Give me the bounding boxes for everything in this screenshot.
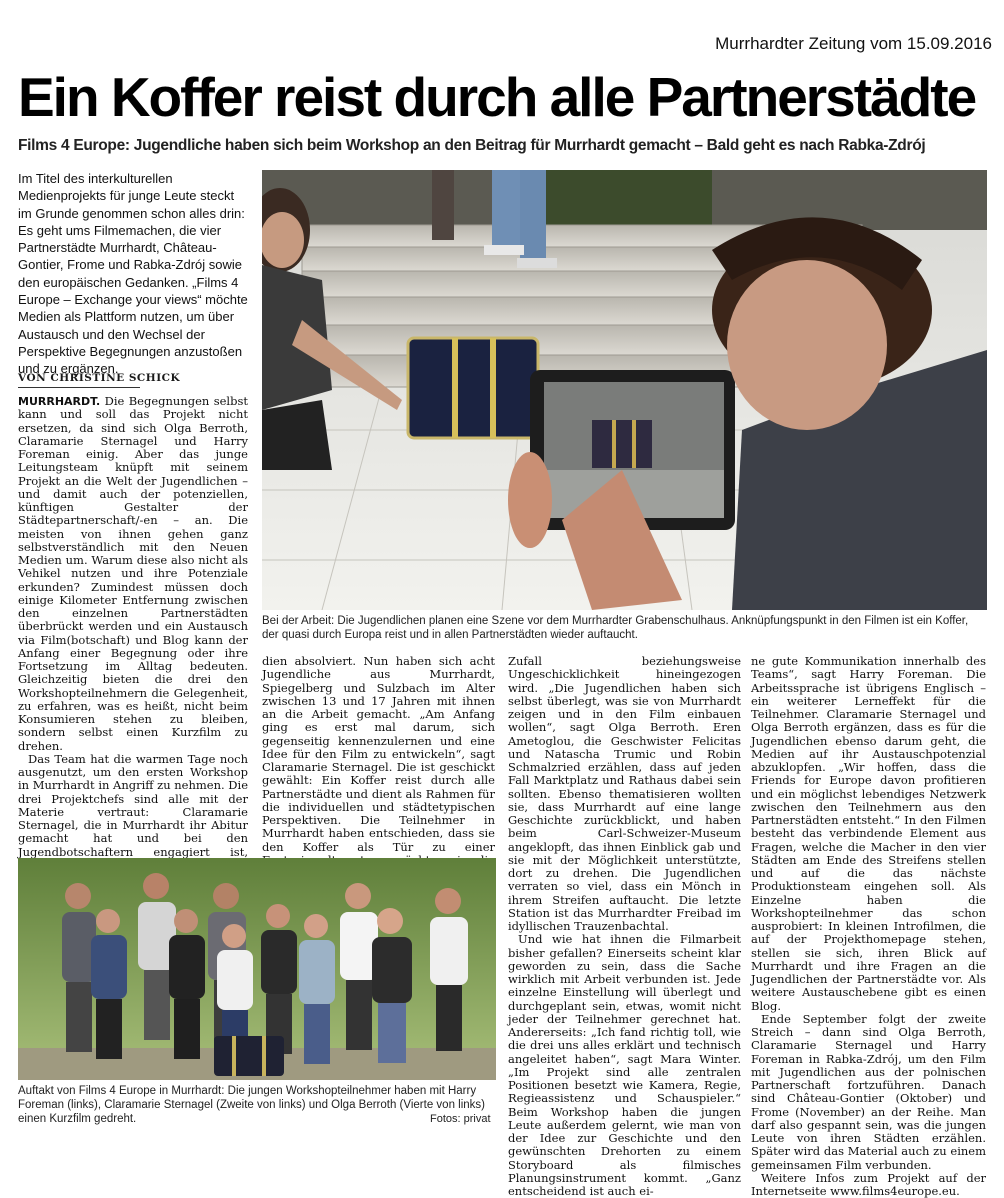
photo-caption-workshop: Bei der Arbeit: Die Jugendlichen planen eine Szene vor dem Murrhardter Grabenschulhaus. Anknüpfungspunkt in den Filmen ist ein Koffer, der quasi durch Europa reist und in allen Partnerstädten wieder auftaucht. (262, 615, 969, 641)
intro-paragraph: Im Titel des interkulturellen Medienprojekts für junge Leute steckt im Grunde genommen schon alles drin: Es geht ums Filmemachen, die vier Partnerstädte Murrhardt, Château-Gontier, Frome und Rabka-Zdrój sowie den europäischen Gedanken. „Films 4 Europe – Exchange your views“ möchte Medien als Plattform nutzen, um über Austausch und den Wechsel der Perspektive Begegnungen anzustoßen und zu ergänzen. (18, 171, 248, 377)
photo-caption-group: Auftakt von Films 4 Europe in Murrhardt: Die jungen Workshopteilnehmer haben mit Harry Foreman (links), Claramarie Sternagel (Zweite von links) und Olga Berroth (Vierte von links) einen Kurzfilm gedreht. (18, 1085, 485, 1125)
byline-rule (18, 387, 140, 388)
paragraph (18, 395, 248, 753)
paragraph: dien absolviert. Nun haben sich acht Jugendliche aus Murrhardt, Spiegelberg und Sulzbach im Alter zwischen 13 und 17 Jahren mit ihnen an die Arbeit gemacht. „Am Anfang ging es erst mal darum, sich gegenseitig kennenzulernen und eine Idee für den Film zu entwickeln“, sagt Claramarie Sternagel. Die ist geschickt gewählt: Ein Koffer reist durch alle Partnerstädte und dient als Rahmen für die individuellen und städtetypischen Perspektiven. Die Teilnehmer in Murrhardt haben entschieden, dass sie den Koffer als Tür zu einer (262, 654, 495, 854)
photo-credit: Fotos: privat (430, 1113, 491, 1125)
photo-workshop-scene (262, 170, 987, 610)
paragraph: Ende September folgt der zweite Streich – dann sind Olga Berroth, Claramarie Sternagel und Harry Foreman in Rabka-Zdrój, um den Film mit Jugendlichen aus der polnischen Partnerschaft fortzuführen. Danach sind Château-Gontier (Oktober) und Frome (November) an der Reihe. Man darf also gespannt sein, was die jungen Leute von ihren Städten erzählen. Später wird das Material auch zu einem gemeinsamen Film verbunden. (751, 1011, 986, 1172)
paragraph: ne gute Kommunikation innerhalb des Teams“, sagt Harry Foreman. Die Arbeitssprache ist übrigens Englisch – ein weiterer Lerneffekt für die Teilnehmer. Claramarie Sternagel und Olga Berroth ergänzen, dass es für die Jugendlichen ebenso darum geht, die Medien auf ihr Austauschpotenzial abzuklopfen. „Wir hoffen, dass die Friends for Europe davon profitieren und ein möglichst lebendiges Netzwerk zwischen den Teilnehmern aus den Partnerstädten entsteht.“ In den Filmen besteht das verbindende Element aus Fragen, welche die Macher in den vier Städten am Ende des Streifens stellen und auf die das nächste Produktionsteam eingehen soll. Als Einzelne haben die Workshopteilnehmer das schon ausprobiert: In kleinen Introfilmen, die auf der Projekthomepage stehen, stellen sie sich, ihren Blick auf Murrhardt und ihre Fragen an die Jugendlichen der Partnerstädte vor. Als weitere Austauschebene gibt es einen Blog. (751, 654, 986, 1013)
photo-group (18, 858, 496, 1080)
paragraph: Zufall beziehungsweise Ungeschicklichkeit hineingezogen wird. „Die Jugendlichen haben sich selbst überlegt, was sie von Murrhardt zeigen und in den Film einbauen wollen“, sagt Olga Berroth. Eren Ametoglou, die Geschwister Felicitas und Natascha Trumic und Robin Schmalzried erzählen, dass auf jeden Fall Marktplatz und Rathaus dabei sein sollten. Ebenso thematisieren wollten sie, dass Murrhardt auf eine lange Geschichte zurückblickt, und haben beim Carl-Schweizer-Museum angeklopft, das ihnen Einblick gab und sie mit der Möglichkeit unterstützte, dort zu drehen. Die Jugendlichen verraten so viel, dass ein Mönch in ihrem Streifen auftaucht. Die letzte Station ist das Murrhardter Freibad im idyllischen Trauzenbachtal. (508, 654, 741, 933)
article-column-4 (751, 655, 986, 1198)
paragraph-text: Die Begegnungen selbst kann und soll das Projekt nicht ersetzen, da sind sich Olga Berroth, Claramarie Sternagel und Harry Foreman einig. Aber das junge Leitungsteam knüpft mit seinem Projekt an die Welt der Jugendlichen – und damit auch der potenziellen, künftigen Gestalter der Städtepartnerschaft/-en – an. Die meisten von ihnen gehen ganz selbstverständlich mit den Neuen Medien um. Warum diese also nicht als Vehikel nutzen und ihre Potenziale erkunden? Zumindest müssen doch einige Kilometer Entfernung zwischen den einzelnen Partnerstädten überbrückt werden und ein Austausch via Film(botschaft) und Blog kann der Anfang einer Begegnung oder ihre Fortsetzung im Alltag bedeuten. Gleichzeitig bieten die drei den Workshopteilnehmern die Gelegenheit, zu erfahren, was es heißt, nicht beim Konsumieren stehen zu bleiben, sondern selbst einen Kurzfilm zu drehen. (18, 394, 248, 753)
headline: Ein Koffer reist durch alle Partnerstädte (18, 66, 976, 128)
masthead: Murrhardter Zeitung vom 15.09.2016 (715, 34, 992, 53)
paragraph: Weitere Infos zum Projekt auf der Internetseite www.films4europe.eu. (751, 1170, 986, 1198)
article-column-3 (508, 655, 741, 1198)
article-column-1 (18, 395, 248, 938)
paragraph: Das Team hat die warmen Tage noch ausgenutzt, um den ersten Workshop in Murrhardt in Angriff zu nehmen. Die drei Projektchefs sind alle mit der Materie vertraut: Claramarie Sternagel, die in Murrhardt ihr Abitur gemacht hat und bei den Jugendbotschaftern engagiert ist, (18, 751, 248, 859)
paragraph: Und wie hat ihnen die Filmarbeit bisher gefallen? Einerseits scheint klar geworden zu sein, dass die Sache wirklich mit Arbeit verbunden ist. Jede einzelne Einstellung will überlegt und durchgeplant sein, etwas, womit nicht jeder der Teilnehmer gerechnet hat. Andererseits: „Ich fand richtig toll, wie die drei uns alles erklärt und technisch angeleitet haben“, sagt Mara Winter. „Im Projekt sind alle zentralen Positionen besetzt wie Kamera, Regie, Regieassistenz und Schauspieler.“ Beim Workshop haben die jungen Leute außerdem gelernt, wie man von der Idee zur Geschichte und den gewünschten Drehorten zu einem Storyboard als filmisches Planungsinstrument kommt. „Ganz entscheidend ist auch ei- (508, 932, 741, 1198)
dateline: MURRHARDT. (18, 395, 101, 408)
subline: Films 4 Europe: Jugendliche haben sich beim Workshop an den Beitrag für Murrhardt gemacht – Bald geht es nach Rabka-Zdrój (18, 137, 926, 154)
byline: VON CHRISTINE SCHICK (18, 372, 181, 384)
article-column-2 (262, 655, 495, 880)
